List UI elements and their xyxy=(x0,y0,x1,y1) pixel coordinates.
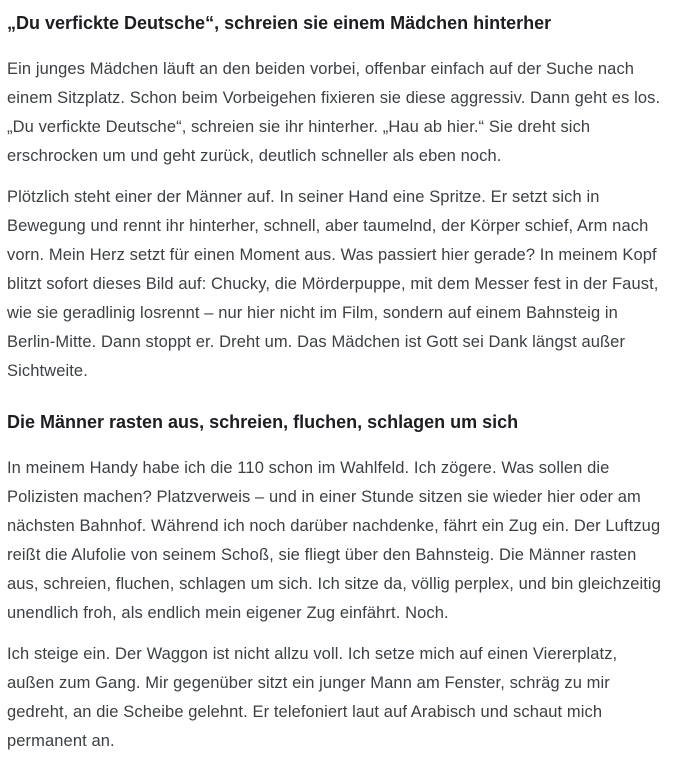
article-paragraph: Plötzlich steht einer der Männer auf. In seiner Hand eine Spritze. Er setzt sich in Bewegung und rennt ihr hinterher, schnell, aber taumelnd, der Körper schief, Arm nach vorn. Mein Herz setzt für einen Moment aus. Was passiert hier gerade? In meinem Kopf blitzt sofort dieses Bild auf: Chucky, die Mörderpuppe, mit dem Messer fest in der Faust, wie sie geradlinig losrennt – nur hier nicht im Film, sondern auf einem Bahnsteig in Berlin-Mitte. Dann stoppt er. Dreht um. Das Mädchen ist Gott sei Dank längst außer Sichtweite. xyxy=(7,188,659,380)
article-paragraph: Ein junges Mädchen läuft an den beiden vorbei, offenbar einfach auf der Suche nach einem Sitzplatz. Schon beim Vorbeigehen fixieren sie diese aggressiv. Dann geht es los. „Du verfickte Deutsche“, schreien sie ihr hinterher. „Hau ab hier.“ Sie dreht sich erschrocken um und geht zurück, deutlich schneller als eben noch. xyxy=(7,60,661,165)
article-section-2 xyxy=(7,411,662,756)
article-paragraph: In meinem Handy habe ich die 110 schon im Wahlfeld. Ich zögere. Was sollen die Polizisten machen? Platzverweis – und in einer Stunde sitzen sie wieder hier oder am nächsten Bahnhof. Während ich noch darüber nachdenke, fährt ein Zug ein. Der Luftzug reißt die Alufolie von seinem Schoß, sie fliegt über den Bahnsteig. Die Männer rasten aus, schreien, fluchen, schlagen um sich. Ich sitze da, völlig perplex, und bin gleichzeitig unendlich froh, als endlich mein eigener Zug einfährt. Noch. xyxy=(7,459,661,622)
article-paragraph: Ich steige ein. Der Waggon ist nicht allzu voll. Ich setze mich auf einen Viererplatz, außen zum Gang. Mir gegenüber sitzt ein junger Mann am Fenster, schräg zu mir gedreht, an die Scheibe gelehnt. Er telefoniert laut auf Arabisch und schaut mich permanent an. xyxy=(7,645,618,750)
section-heading: Die Männer rasten aus, schreien, fluchen, schlagen um sich xyxy=(7,412,519,432)
article-section-1 xyxy=(7,12,662,386)
section-heading: „Du verfickte Deutsche“, schreien sie einem Mädchen hinterher xyxy=(7,13,552,33)
article-body xyxy=(7,12,662,756)
